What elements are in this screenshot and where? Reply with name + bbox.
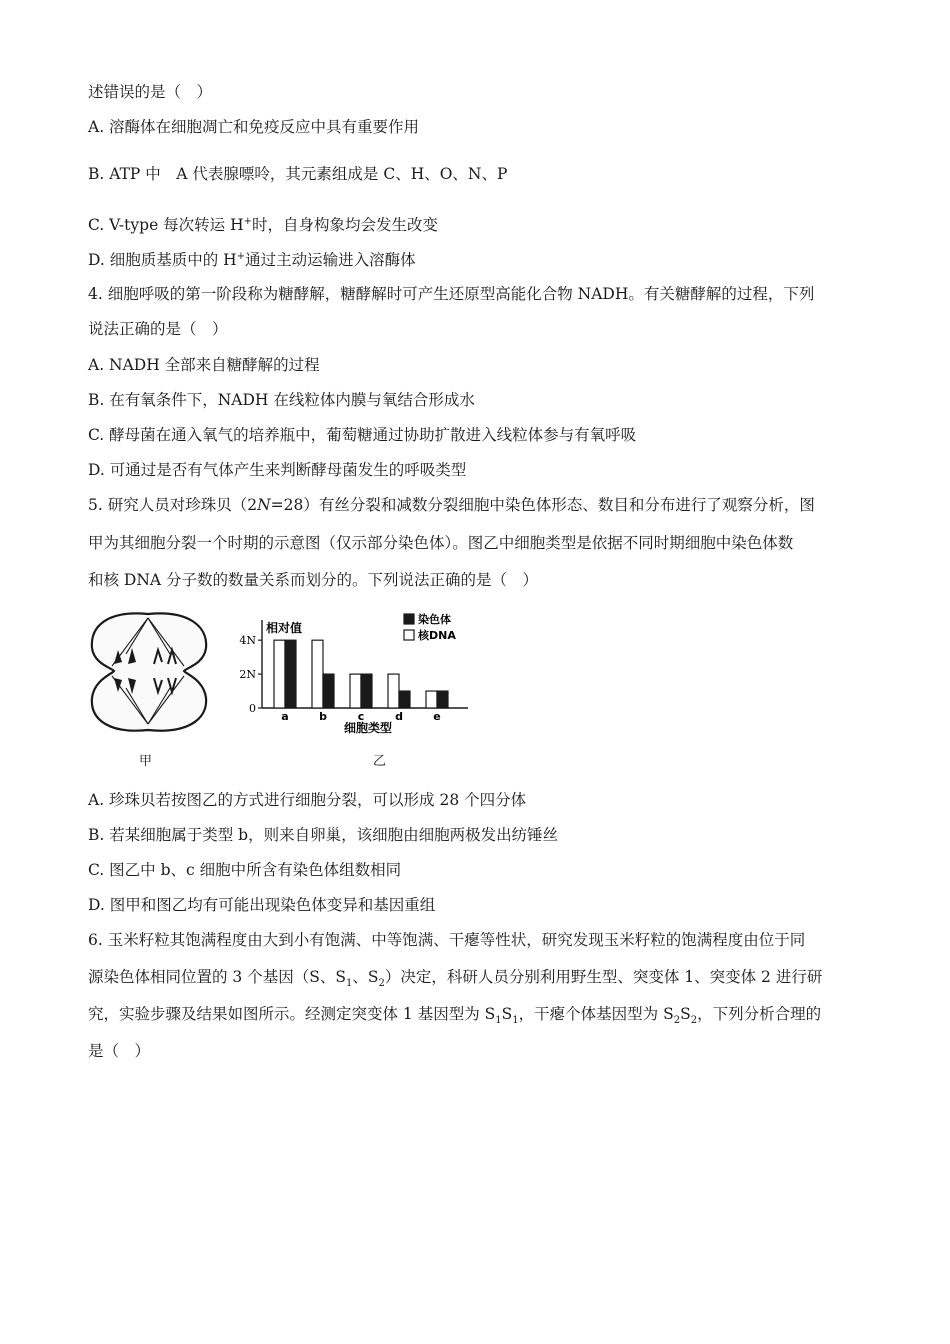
q4-stem-line2: 说法正确的是（ ） <box>88 320 228 338</box>
bar-dna-d <box>388 674 399 708</box>
q6-l3-sub1: 1 <box>495 1015 502 1027</box>
q4-option-a[interactable]: A. NADH 全部来自糖酵解的过程 <box>88 356 320 374</box>
q5-option-b[interactable]: B. 若某细胞属于类型 b，则来自卵巢，该细胞由细胞两极发出纺锤丝 <box>88 826 559 844</box>
q5-option-a[interactable]: A. 珍珠贝若按图乙的方式进行细胞分裂，可以形成 28 个四分体 <box>88 791 527 809</box>
cell-membrane <box>92 613 206 730</box>
q3-option-c-text2: 时，自身构象均会发生改变 <box>252 216 439 235</box>
q6-l3-d: S <box>680 1005 691 1023</box>
q6-l3-e: ，下列分析合理的 <box>697 1005 822 1023</box>
q4-stem-line1: 4. 细胞呼吸的第一阶段称为糖酵解，糖酵解时可产生还原型高能化合物 NADH。有关糖酵解的过程，下列 <box>88 285 815 303</box>
q4-option-d[interactable]: D. 可通过是否有气体产生来判断酵母菌发生的呼吸类型 <box>88 461 467 479</box>
bar-dna-c <box>350 674 361 708</box>
x-tick-label: c <box>357 710 365 723</box>
q6-l3-sub2: 1 <box>512 1015 519 1027</box>
q6-l3-b: S <box>501 1005 513 1023</box>
q6-l3-a: 究，实验步骤及结果如图所示。经测定突变体 1 基因型为 S <box>88 1005 496 1023</box>
figure-a-caption: 甲 <box>139 754 153 769</box>
q3-option-c-sup: + <box>243 216 253 227</box>
y-tick-label: 4N <box>239 634 256 648</box>
q6-stem-line1: 6. 玉米籽粒其饱满程度由大到小有饱满、中等饱满、干瘪等性状，研究发现玉米籽粒的饱满程度由位于同 <box>88 931 806 949</box>
q6-l3-sub4: 2 <box>690 1015 698 1027</box>
legend-swatch <box>404 614 414 624</box>
q3-option-b[interactable]: B. ATP 中 A 代表腺嘌呤，其元素组成是 C、H、O、N、P <box>88 165 508 183</box>
q3-option-a[interactable]: A. 溶酶体在细胞凋亡和免疫反应中具有重要作用 <box>88 118 420 136</box>
legend-swatch <box>404 630 414 640</box>
figure-b-caption: 乙 <box>373 754 387 769</box>
x-tick-label: b <box>319 710 327 723</box>
q6-stem-line2 <box>88 967 822 994</box>
q6-stem-line3 <box>88 1004 821 1031</box>
bar-chromosome-b <box>323 674 334 708</box>
x-tick-label: e <box>433 710 441 723</box>
q3-option-c-text: C. V-type 每次转运 H <box>88 216 244 235</box>
bar-chromosome-e <box>437 691 448 708</box>
q5-stem-line1-italic: N <box>257 496 271 514</box>
x-tick-label: a <box>281 710 289 723</box>
q5-stem-line1 <box>88 495 815 515</box>
q3-option-d[interactable] <box>88 247 416 270</box>
q3-option-c[interactable] <box>88 212 438 235</box>
q6-l2-sub2: 2 <box>378 978 385 990</box>
x-tick-label: d <box>395 710 403 723</box>
q6-l3-c: ，干瘪个体基因型为 S <box>518 1005 674 1023</box>
bar-chromosome-d <box>399 691 410 708</box>
q5-option-c[interactable]: C. 图乙中 b、c 细胞中所含有染色体组数相同 <box>88 861 402 879</box>
q6-stem-line4: 是（ ） <box>88 1042 151 1060</box>
q5-stem-line1-a: 5. 研究人员对珍珠贝（2 <box>88 496 258 514</box>
y-tick-label: 0 <box>249 702 256 715</box>
q5-stem-line3: 和核 DNA 分子数的数量关系而划分的。下列说法正确的是（ ） <box>88 571 539 589</box>
q3-option-d-text2: 通过主动运输进入溶酶体 <box>245 251 416 270</box>
figure-cell-division <box>88 606 208 736</box>
figure-bar-chart <box>236 612 476 738</box>
q4-option-b[interactable]: B. 在有氧条件下，NADH 在线粒体内膜与氧结合形成水 <box>88 391 475 409</box>
q3-stem-tail: 述错误的是（ ） <box>88 83 213 101</box>
q5-option-d[interactable]: D. 图甲和图乙均有可能出现染色体变异和基因重组 <box>88 896 436 914</box>
q6-l2-c: ）决定，科研人员分别利用野生型、突变体 1、突变体 2 进行研 <box>384 968 823 986</box>
q4-option-c[interactable]: C. 酵母菌在通入氧气的培养瓶中，葡萄糖通过协助扩散进入线粒体参与有氧呼吸 <box>88 426 637 444</box>
q6-l2-b: 、S <box>352 968 379 986</box>
bar-chromosome-c <box>361 674 372 708</box>
q6-l2-sub1: 1 <box>345 978 353 990</box>
q6-l2-a: 源染色体相同位置的 3 个基因（S、S <box>88 968 346 986</box>
q5-stem-line2: 甲为其细胞分裂一个时期的示意图（仅示部分染色体）。图乙中细胞类型是依据不同时期细胞中染色体数 <box>88 534 794 552</box>
q5-stem-line1-b: =28）有丝分裂和减数分裂细胞中染色体形态、数目和分布进行了观察分析，图 <box>270 496 815 514</box>
y-tick-label: 2N <box>239 668 256 682</box>
legend-label: 核DNA <box>418 629 456 642</box>
legend-label: 染色体 <box>418 613 451 626</box>
bar-dna-e <box>426 691 437 708</box>
bar-dna-b <box>312 640 323 708</box>
q3-option-d-sup: + <box>236 251 246 262</box>
q6-l3-sub3: 2 <box>673 1015 681 1027</box>
q3-option-d-text: D. 细胞质基质中的 H <box>88 251 237 270</box>
y-axis-label: 相对值 <box>266 621 303 635</box>
bar-chromosome-a <box>285 640 296 708</box>
bar-dna-a <box>274 640 285 708</box>
x-axis-label: 细胞类型 <box>344 721 393 735</box>
